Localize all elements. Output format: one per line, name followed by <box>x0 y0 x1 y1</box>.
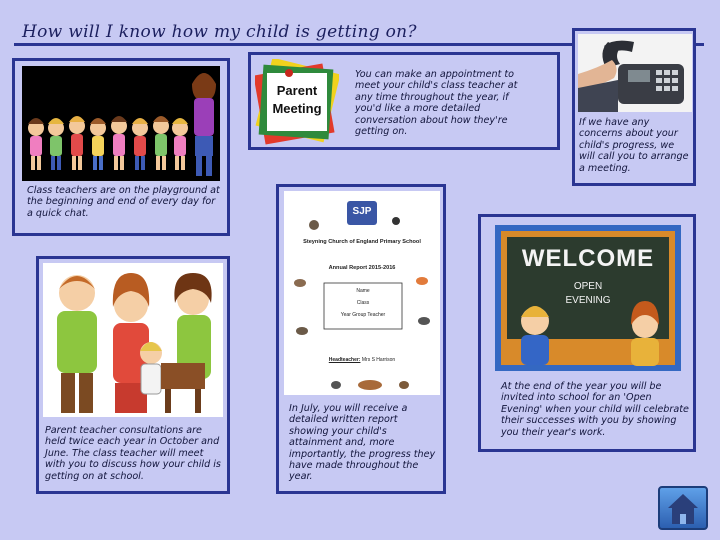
welcome-line-2: EVENING <box>565 295 611 306</box>
parent-meeting-sign <box>255 59 339 145</box>
report-field-name: Name <box>356 288 370 294</box>
report-field-teacher: Year Group Teacher <box>340 312 386 318</box>
page-title: How will I know how my child is getting on? <box>22 22 417 42</box>
report-headteacher-label: Headteacher: <box>328 357 361 363</box>
report-text: In July, you will receive a detailed written report showing your child's attainment and, more importantly, the progress they have made throughout the year. <box>289 403 436 483</box>
home-button[interactable] <box>658 486 708 530</box>
panel-playground <box>12 58 230 236</box>
report-logo: SJP <box>352 206 372 217</box>
family-illustration <box>43 263 223 417</box>
report-school-name: Steyning Church of England Primary School <box>303 239 421 245</box>
appointment-text: You can make an appointment to meet your child's class teacher at any time throughout the year, if you'd like a more detailed conversation about how they're getting on. <box>355 69 518 138</box>
home-icon <box>660 488 706 528</box>
panel-consultations <box>36 256 230 494</box>
welcome-chalkboard <box>495 225 681 371</box>
children-line-illustration <box>22 66 220 181</box>
welcome-line-1: OPEN <box>573 281 603 292</box>
consultations-text: Parent teacher consultations are held twice each year in October and June. The class teacher will meet with you to discuss how your child is getting on at school. <box>45 425 221 482</box>
report-headteacher-name: Mrs S Harrison <box>361 357 396 363</box>
open-evening-text: At the end of the year you will be invited into school for an 'Open Evening' when your child will celebrate their successes with you by showing you their year's work. <box>501 381 689 438</box>
sign-line-1: Parent <box>276 83 318 98</box>
telephone-photo <box>578 34 692 112</box>
report-field-class: Class <box>356 300 370 306</box>
report-headteacher <box>286 357 438 363</box>
teacher-figure <box>192 73 216 176</box>
panel-open-evening <box>478 214 696 452</box>
playground-text: Class teachers are on the playground at the beginning and end of every day for a quick chat. <box>27 185 220 219</box>
panel-phone <box>572 28 696 186</box>
report-cover <box>284 191 440 395</box>
panel-report <box>276 184 446 494</box>
panel-appointment <box>248 52 560 150</box>
sign-line-2: Meeting <box>272 101 322 116</box>
children-figures <box>28 116 188 170</box>
phone-text: If we have any concerns about your child's progress, we will call you to arrange a meeting. <box>579 117 689 174</box>
report-title: Annual Report 2015-2016 <box>328 265 396 271</box>
welcome-headline: WELCOME <box>521 245 655 272</box>
